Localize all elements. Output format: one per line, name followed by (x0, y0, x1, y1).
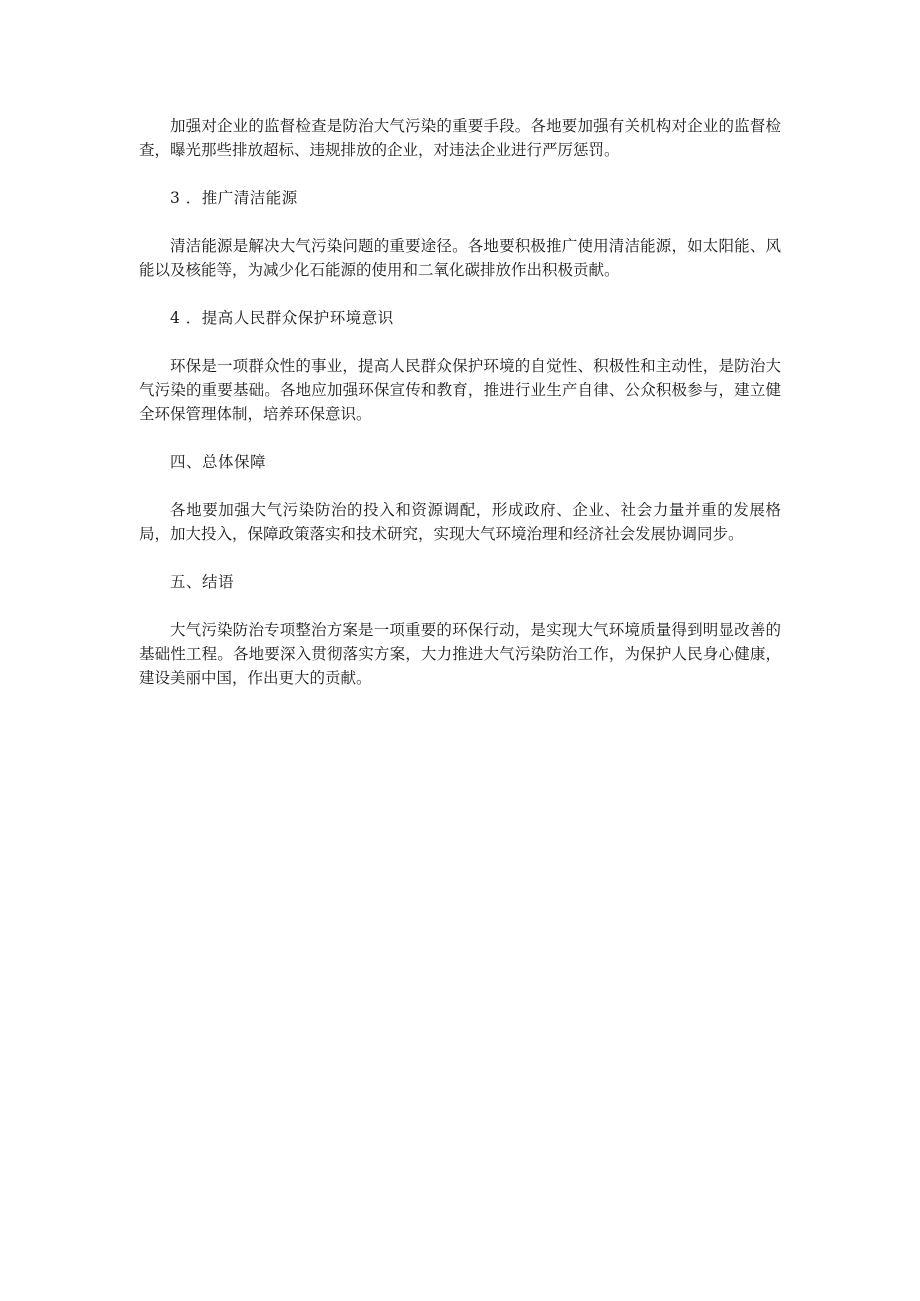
section-heading-public-awareness: 4 ．提高人民群众保护环境意识 (170, 309, 394, 327)
paragraph-conclusion: 大气污染防治专项整治方案是一项重要的环保行动，是实现大气环境质量得到明显改善的基础性工程。各地要深入贯彻落实方案，大力推进大气污染防治工作，为保护人民身心健康，建设美丽中国，作出更大的贡献。 (139, 621, 781, 687)
paragraph-public-awareness: 环保是一项群众性的事业，提高人民群众保护环境的自觉性、积极性和主动性，是防治大气污染的重要基础。各地应加强环保宣传和教育，推进行业生产自律、公众积极参与，建立健全环保管理体制，培养环保意识。 (139, 357, 781, 423)
section-heading-clean-energy: 3 ．推广清洁能源 (170, 189, 298, 207)
paragraph-enterprise-supervision: 加强对企业的监督检查是防治大气污染的重要手段。各地要加强有关机构对企业的监督检查，曝光那些排放超标、违规排放的企业，对违法企业进行严厉惩罚。 (139, 117, 781, 159)
paragraph-clean-energy: 清洁能源是解决大气污染问题的重要途径。各地要积极推广使用清洁能源，如太阳能、风能以及核能等，为减少化石能源的使用和二氧化碳排放作出积极贡献。 (139, 237, 781, 279)
paragraph-overall-guarantee: 各地要加强大气污染防治的投入和资源调配，形成政府、企业、社会力量并重的发展格局，加大投入，保障政策落实和技术研究，实现大气环境治理和经济社会发展协调同步。 (139, 501, 781, 543)
section-heading-conclusion: 五、结语 (170, 573, 235, 591)
document-body (139, 114, 781, 690)
section-heading-overall-guarantee: 四、总体保障 (170, 453, 267, 471)
